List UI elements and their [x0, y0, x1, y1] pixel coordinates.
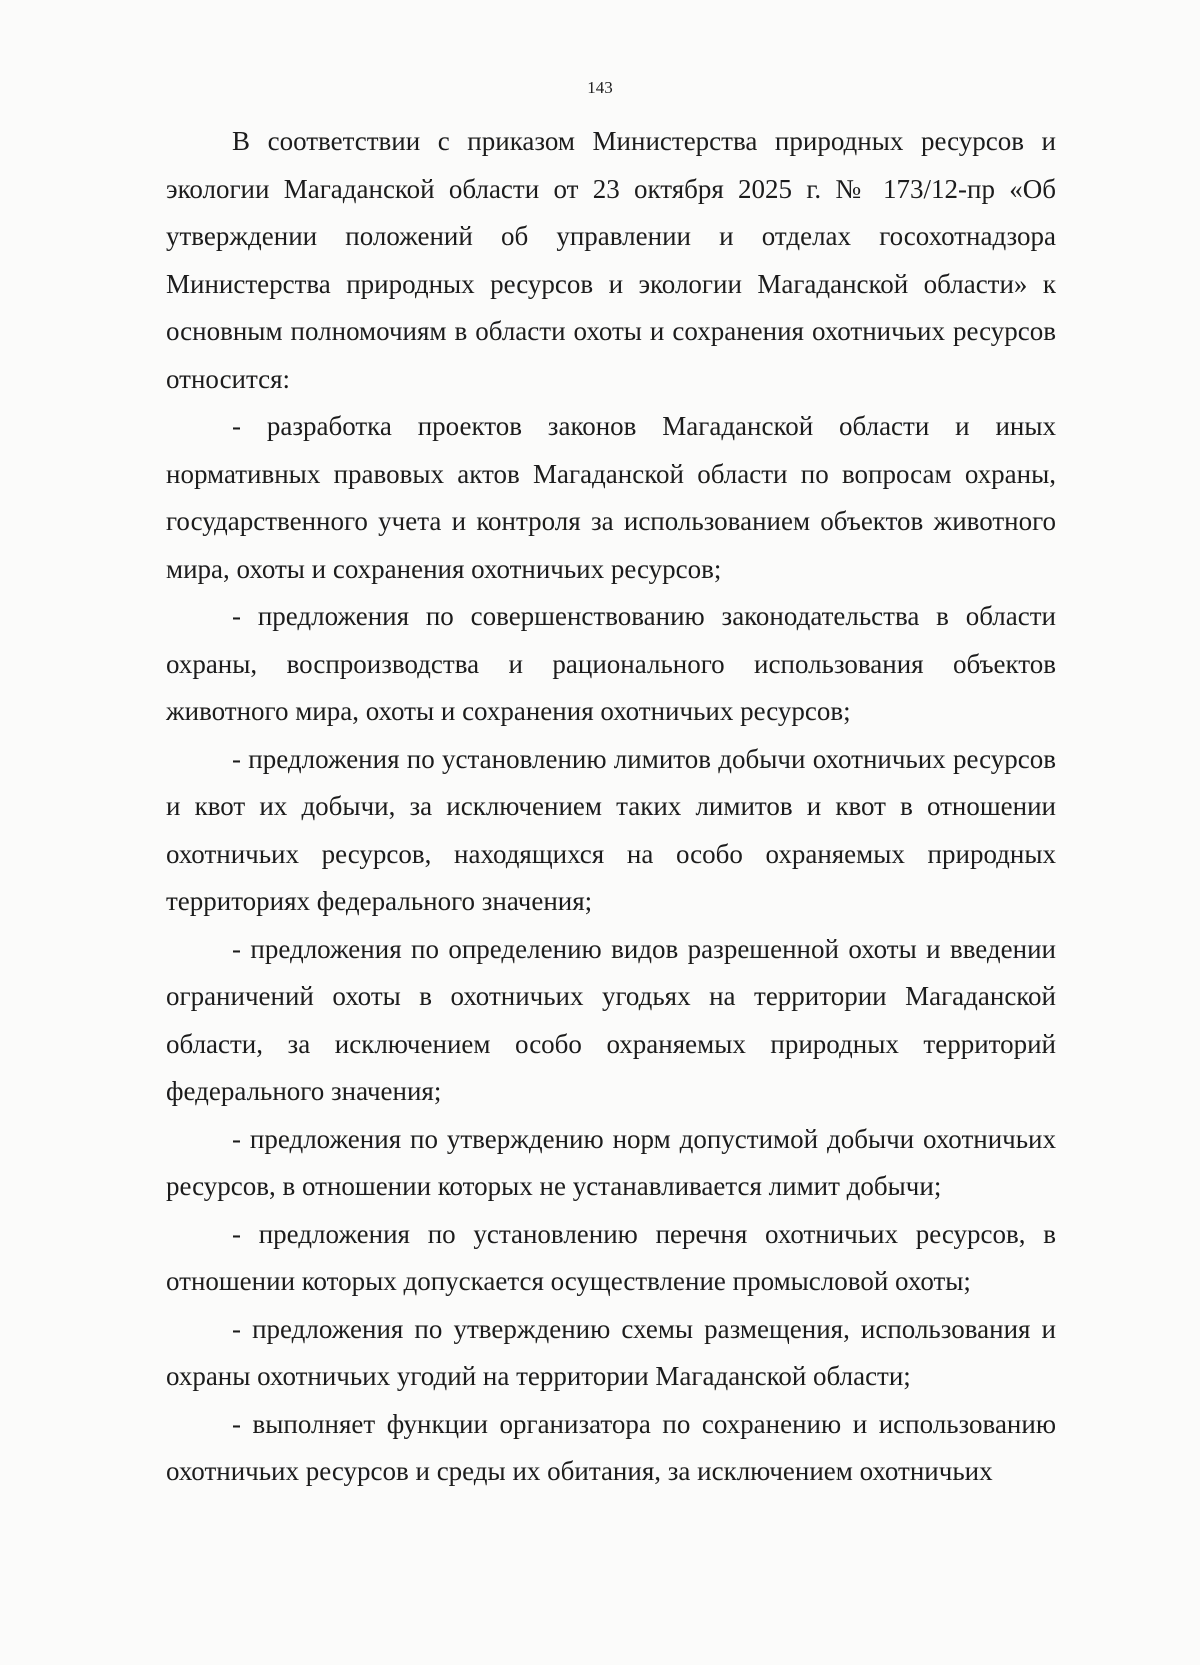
- list-item-limits-and-quotas: - предложения по установлению лимитов добычи охотничьих ресурсов и квот их добычи, за исключением таких лимитов и квот в отношении охотничьих ресурсов, находящихся на особо охраняемых природных территориях федерального значения;: [166, 743, 1056, 916]
- list-item-commercial-hunting-list: - предложения по установлению перечня охотничьих ресурсов, в отношении которых допускается осуществление промысловой охоты;: [166, 1218, 1056, 1296]
- list-item-organizer-functions: - выполняет функции организатора по сохранению и использованию охотничьих ресурсов и среды их обитания, за исключением охотничьих: [166, 1408, 1056, 1486]
- page-number: 143: [587, 78, 613, 97]
- list-item-hunting-types: - предложения по определению видов разрешенной охоты и введении ограничений охоты в охотничьих угодьях на территории Магаданской области, за исключением особо охраняемых природных территорий федерального значения;: [166, 933, 1056, 1106]
- list-item-draft-laws: - разработка проектов законов Магаданской области и иных нормативных правовых актов Магаданской области по вопросам охраны, государственного учета и контроля за использованием объектов животного мира, охоты и сохранения охотничьих ресурсов;: [166, 411, 1056, 584]
- document-body: [166, 118, 1056, 1496]
- list-item-legislation-improvement: - предложения по совершенствованию законодательства в области охраны, воспроизводства и рационального использования объектов животного мира, охоты и сохранения охотничьих ресурсов;: [166, 601, 1056, 726]
- list-item-production-norms: - предложения по утверждению норм допустимой добычи охотничьих ресурсов, в отношении которых не устанавливается лимит добычи;: [166, 1123, 1056, 1201]
- intro-paragraph: В соответствии с приказом Министерства природных ресурсов и экологии Магаданской области от 23 октября 2025 г. № 173/12-пр «Об утверждении положений об управлении и отделах госохотнадзора Министерства природных ресурсов и экологии Магаданской области» к основным полномочиям в области охоты и сохранения охотничьих ресурсов относится:: [166, 126, 1056, 394]
- list-item-grounds-scheme: - предложения по утверждению схемы размещения, использования и охраны охотничьих угодий на территории Магаданской области;: [166, 1313, 1056, 1391]
